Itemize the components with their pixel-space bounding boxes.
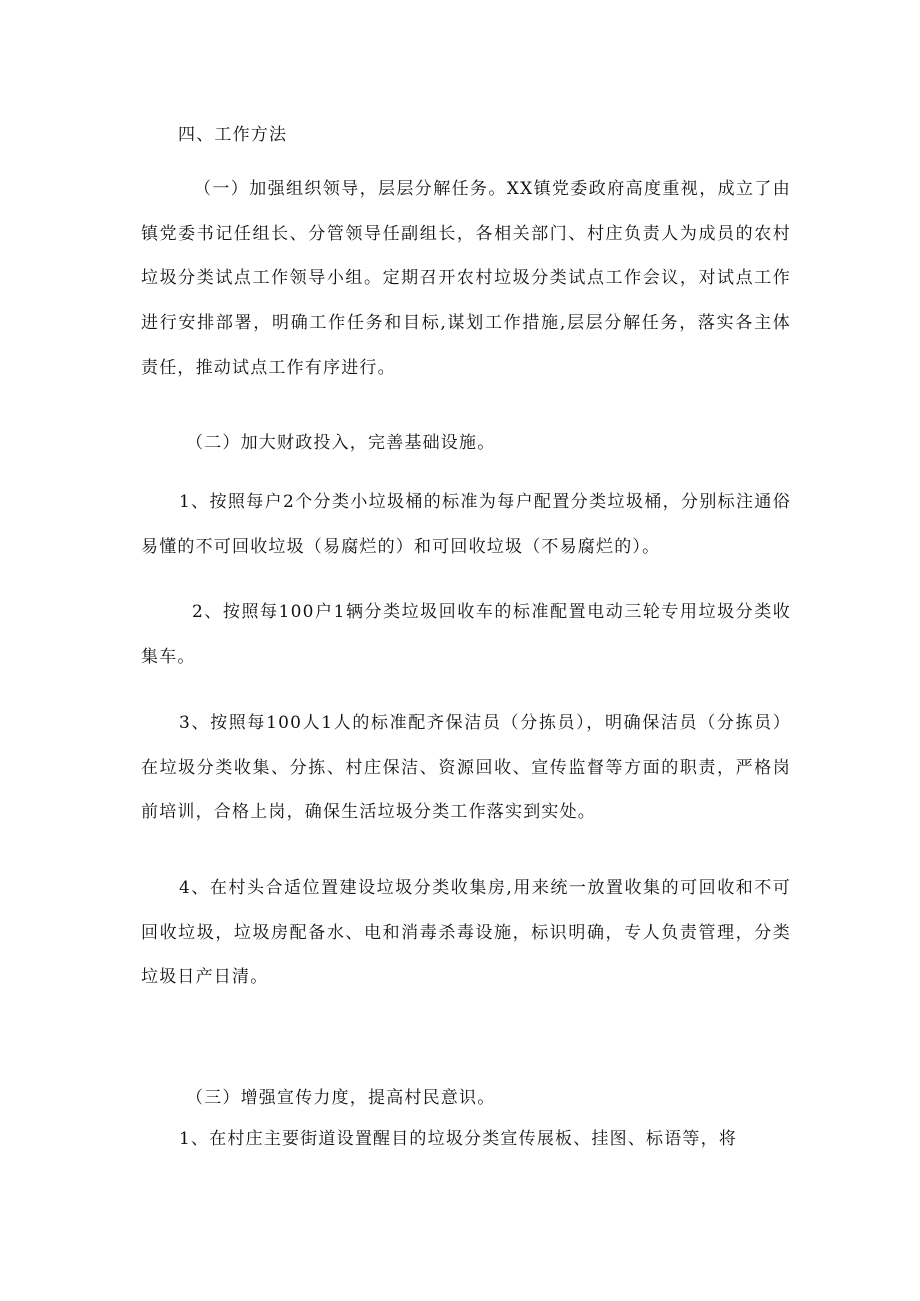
- subheading-publicity: （三）增强宣传力度，提高村民意识。: [186, 1088, 496, 1108]
- paragraph-item-1-bins: 1、按照每户2个分类小垃圾桶的标准为每户配置分类垃圾桶，分别标注通俗易懂的不可回收垃圾（易腐烂的）和可回收垃圾（不易腐烂的）。: [141, 492, 791, 557]
- paragraph-item-4-collection-house: 4、在村头合适位置建设垃圾分类收集房,用来统一放置收集的可回收和不可回收垃圾，垃圾房配备水、电和消毒杀毒设施，标识明确，专人负责管理，分类垃圾日产日清。: [141, 878, 791, 988]
- paragraph-item-3-cleaners: 3、按照每100人1人的标准配齐保洁员（分拣员），明确保洁员（分拣员）在垃圾分类收集、分拣、村庄保洁、资源回收、宣传监督等方面的职责，严格岗前培训，合格上岗，确保生活垃圾分类工作落实到实处。: [141, 713, 791, 823]
- paragraph-item-2-vehicles: 2、按照每100户1辆分类垃圾回收车的标准配置电动三轮专用垃圾分类收集车。: [141, 602, 791, 667]
- paragraph-organization-leadership: （一）加强组织领导，层层分解任务。XX镇党委政府高度重视，成立了由镇党委书记任组长、分管领导任副组长，各相关部门、村庄负责人为成员的农村垃圾分类试点工作领导小组。定期召开农村垃圾分类试点工作会议，对试点工作进行安排部署，明确工作任务和目标,谋划工作措施,层层分解任务，落实各主体责任，推动试点工作有序进行。: [141, 179, 791, 378]
- section-heading: 四、工作方法: [178, 125, 288, 145]
- paragraph-publicity-item-1: 1、在村庄主要街道设置醒目的垃圾分类宣传展板、挂图、标语等，将: [179, 1129, 738, 1149]
- subheading-financial-investment: （二）加大财政投入，完善基础设施。: [186, 433, 496, 453]
